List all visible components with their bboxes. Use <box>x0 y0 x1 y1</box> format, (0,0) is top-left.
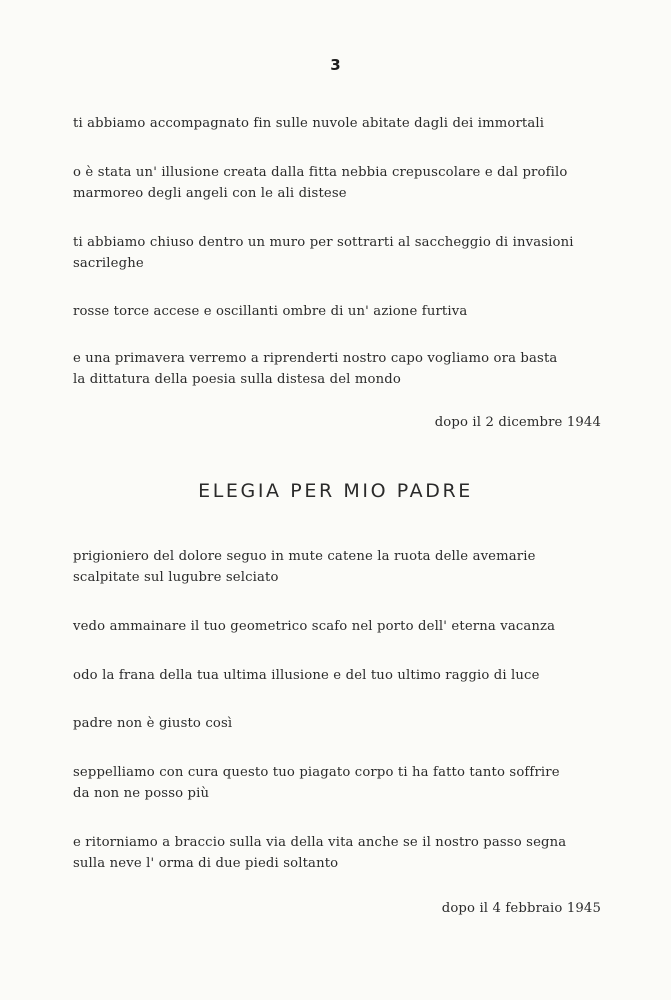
verse-line: padre non è giusto così <box>73 716 233 731</box>
poem2-stanza-4 <box>73 713 603 734</box>
poem1-stanza-1 <box>73 113 603 134</box>
poem1-stanza-5 <box>73 348 603 390</box>
poem1-stanza-2 <box>73 162 603 204</box>
poem1-stanza-3 <box>73 232 603 274</box>
verse-line: marmoreo degli angeli con le ali distese <box>73 186 347 201</box>
verse-line: rosse torce accese e oscillanti ombre di un' azione furtiva <box>73 304 468 319</box>
verse-line: seppelliamo con cura questo tuo piagato corpo ti ha fatto tanto soffrire <box>73 765 560 780</box>
poem2-stanza-6 <box>73 832 603 874</box>
poem1-date: dopo il 2 dicembre 1944 <box>434 415 601 430</box>
verse-line: odo la frana della tua ultima illusione e del tuo ultimo raggio di luce <box>73 668 540 683</box>
poem2-stanza-1 <box>73 546 603 588</box>
verse-line: sacrileghe <box>73 256 144 271</box>
verse-line: ti abbiamo accompagnato fin sulle nuvole abitate dagli dei immortali <box>73 116 545 131</box>
poem2-stanza-2 <box>73 616 603 637</box>
verse-line: o è stata un' illusione creata dalla fitta nebbia crepuscolare e dal profilo <box>73 165 568 180</box>
poem-title: ELEGIA PER MIO PADRE <box>198 480 473 502</box>
poem2-stanza-5 <box>73 762 603 804</box>
verse-line: sulla neve l' orma di due piedi soltanto <box>73 856 339 871</box>
verse-line: la dittatura della poesia sulla distesa del mondo <box>73 372 401 387</box>
verse-line: ti abbiamo chiuso dentro un muro per sottrarti al saccheggio di invasioni <box>73 235 574 250</box>
poem1-stanza-4 <box>73 301 603 322</box>
verse-line: e una primavera verremo a riprenderti nostro capo vogliamo ora basta <box>73 351 558 366</box>
poem2-stanza-3 <box>73 665 603 686</box>
verse-line: prigioniero del dolore seguo in mute catene la ruota delle avemarie <box>73 549 536 564</box>
verse-line: vedo ammainare il tuo geometrico scafo nel porto dell' eterna vacanza <box>73 619 556 634</box>
poem2-date: dopo il 4 febbraio 1945 <box>441 901 601 916</box>
page-number: 3 <box>330 56 341 74</box>
verse-line: scalpitate sul lugubre selciato <box>73 570 279 585</box>
verse-line: da non ne posso più <box>73 786 210 801</box>
verse-line: e ritorniamo a braccio sulla via della vita anche se il nostro passo segna <box>73 835 567 850</box>
